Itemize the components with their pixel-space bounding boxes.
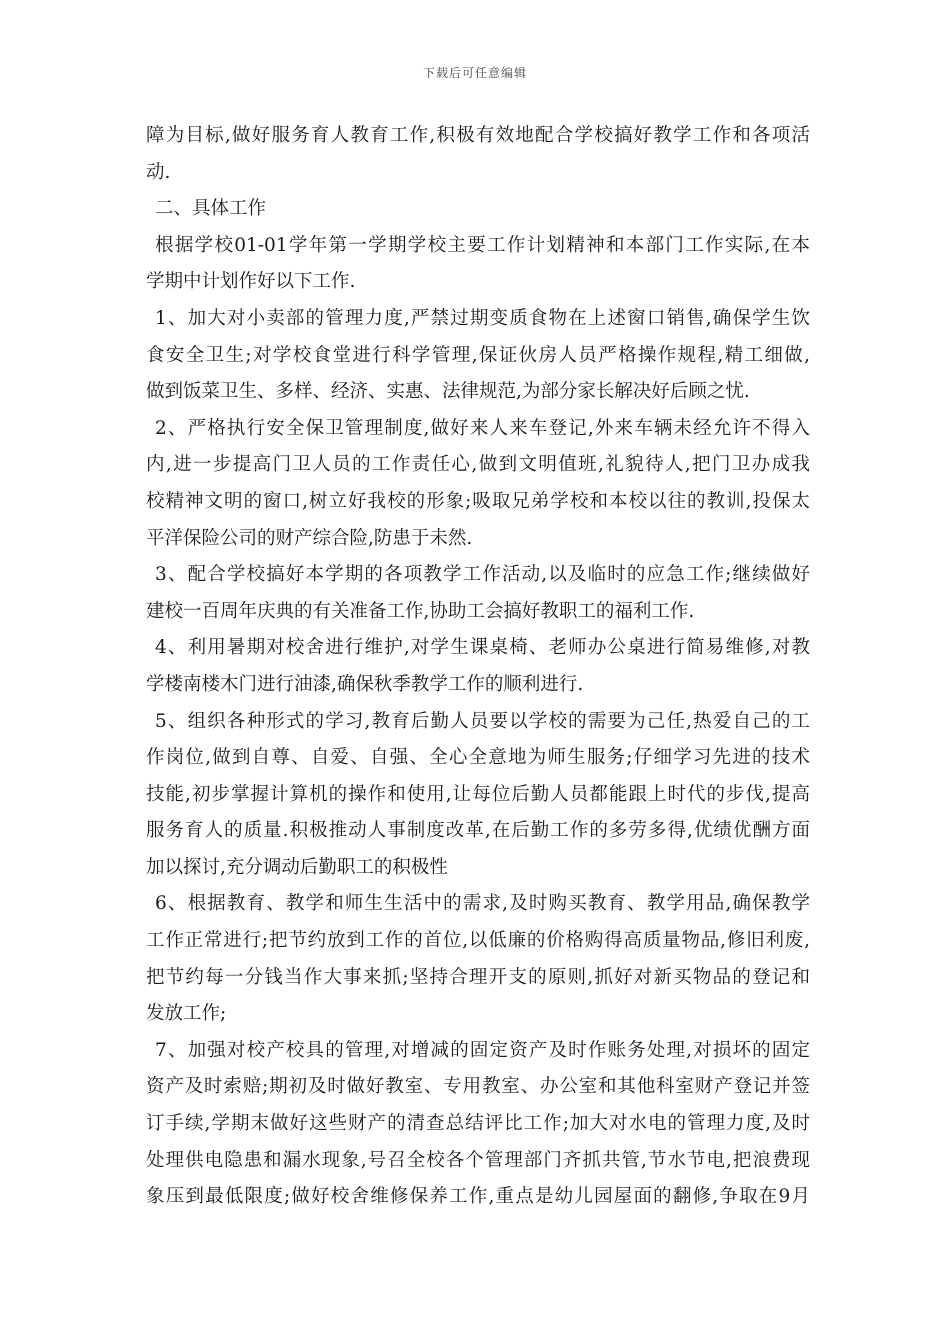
text-line: 3、配合学校搞好本学期的各项教学工作活动,以及临时的应急工作;继续做好 — [155, 564, 810, 586]
text-line: 平洋保险公司的财产综合险,防患于未然. — [146, 527, 473, 549]
text-line: 建校一百周年庆典的有关准备工作,协助工会搞好教职工的福利工作. — [146, 600, 695, 622]
text-line: 障为目标,做好服务育人教育工作,积极有效地配合学校搞好教学工作和各项活 — [146, 125, 810, 146]
text-line: 工作正常进行;把节约放到工作的首位,以低廉的价格购得高质量物品,修旧利废, — [146, 930, 810, 952]
text-line: 服务育人的质量.积极推动人事制度改革,在后勤工作的多劳多得,优绩优酬方面 — [146, 820, 810, 842]
text-line: 订手续,学期末做好这些财产的清查总结评比工作;加大对水电的管理力度,及时 — [146, 1113, 810, 1135]
page-header: 下载后可任意编辑 — [422, 66, 527, 80]
text-line: 内,进一步提高门卫人员的工作责任心,做到文明值班,礼貌待人,把门卫办成我 — [146, 454, 810, 476]
text-line: 处理供电隐患和漏水现象,号召全校各个管理部门齐抓共管,节水节电,把浪费现 — [146, 1149, 810, 1171]
text-line: 加以探讨,充分调动后勤职工的积极性 — [146, 856, 448, 878]
text-line: 把节约每一分钱当作大事来抓;坚持合理开支的原则,抓好对新买物品的登记和 — [146, 966, 810, 988]
text-line: 5、组织各种形式的学习,教育后勤人员要以学校的需要为己任,热爱自己的工 — [155, 710, 810, 732]
text-line: 技能,初步掌握计算机的操作和使用,让每位后勤人员都能跟上时代的步伐,提高 — [146, 783, 810, 805]
document-body — [146, 118, 810, 1216]
text-line: 7、加强对校产校具的管理,对增减的固定资产及时作账务处理,对损坏的固定 — [155, 1039, 810, 1061]
text-line: 4、利用暑期对校舍进行维护,对学生课桌椅、老师办公桌进行简易维修,对教 — [155, 637, 810, 659]
text-line: 资产及时索赔;期初及时做好教室、专用教室、办公室和其他科室财产登记并签 — [146, 1076, 810, 1098]
text-line: 发放工作; — [146, 1003, 227, 1025]
text-line: 学期中计划作好以下工作. — [146, 271, 356, 293]
text-line: 1、加大对小卖部的管理力度,严禁过期变质食物在上述窗口销售,确保学生饮 — [155, 307, 810, 329]
text-line: 校精神文明的窗口,树立好我校的形象;吸取兄弟学校和本校以往的教训,投保太 — [146, 490, 810, 512]
text-line: 学楼南楼木门进行油漆,确保秋季教学工作的顺利进行. — [146, 673, 584, 695]
text-line: 2、严格执行安全保卫管理制度,做好来人来车登记,外来车辆未经允许不得入 — [155, 417, 810, 439]
text-line: 动. — [146, 161, 171, 183]
text-line: 作岗位,做到自尊、自爱、自强、全心全意地为师生服务;仔细学习先进的技术 — [146, 747, 810, 769]
text-line: 根据学校01-01学年第一学期学校主要工作计划精神和本部门工作实际,在本 — [155, 234, 810, 256]
text-line: 6、根据教育、教学和师生生活中的需求,及时购买教育、教学用品,确保教学 — [155, 893, 810, 915]
text-line: 二、具体工作 — [155, 198, 267, 220]
text-line: 食安全卫生;对学校食堂进行科学管理,保证伙房人员严格操作规程,精工细做, — [146, 344, 810, 366]
text-line: 象压到最低限度;做好校舍维修保养工作,重点是幼儿园屋面的翻修,争取在9月 — [146, 1186, 810, 1208]
text-line: 做到饭菜卫生、多样、经济、实惠、法律规范,为部分家长解决好后顾之忧. — [146, 381, 750, 403]
